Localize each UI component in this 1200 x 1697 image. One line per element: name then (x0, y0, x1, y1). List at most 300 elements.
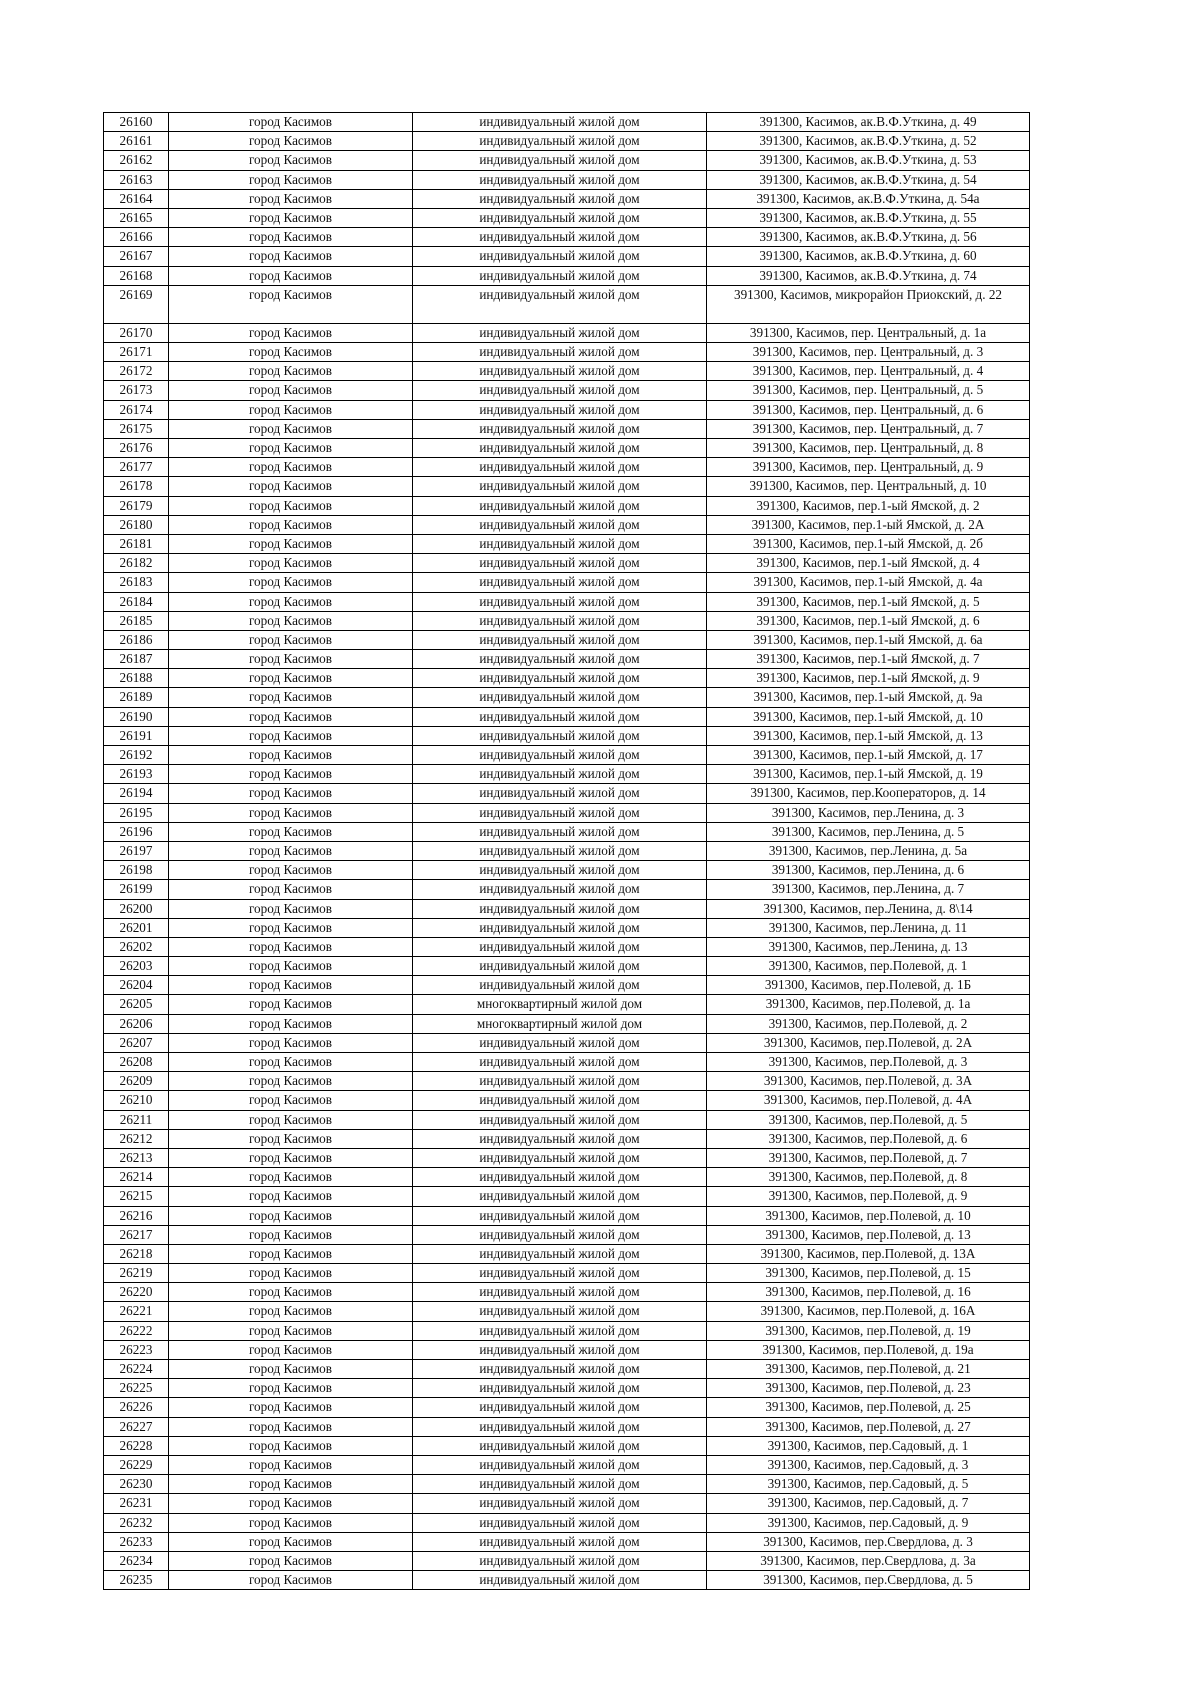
city-cell: город Касимов (169, 419, 413, 438)
building-type-cell: индивидуальный жилой дом (413, 1571, 707, 1590)
building-type-cell: индивидуальный жилой дом (413, 1455, 707, 1474)
city-cell: город Касимов (169, 1360, 413, 1379)
table-row (104, 611, 1030, 630)
city-cell: город Касимов (169, 113, 413, 132)
row-number-cell: 26190 (104, 707, 169, 726)
building-type-cell: индивидуальный жилой дом (413, 899, 707, 918)
registry-body (104, 113, 1030, 1590)
row-number-cell: 26208 (104, 1053, 169, 1072)
row-number-cell: 26172 (104, 362, 169, 381)
table-row (104, 1436, 1030, 1455)
address-cell: 391300, Касимов, пер.Полевой, д. 19 (707, 1321, 1030, 1340)
table-row (104, 1244, 1030, 1263)
table-row (104, 1571, 1030, 1590)
table-row (104, 841, 1030, 860)
building-type-cell: индивидуальный жилой дом (413, 170, 707, 189)
address-cell: 391300, Касимов, пер.1-ый Ямской, д. 5 (707, 592, 1030, 611)
address-cell: 391300, Касимов, пер.Ленина, д. 8\14 (707, 899, 1030, 918)
table-row (104, 1494, 1030, 1513)
city-cell: город Касимов (169, 1053, 413, 1072)
row-number-cell: 26202 (104, 937, 169, 956)
city-cell: город Касимов (169, 323, 413, 342)
city-cell: город Касимов (169, 1187, 413, 1206)
row-number-cell: 26166 (104, 228, 169, 247)
address-cell: 391300, Касимов, пер.1-ый Ямской, д. 19 (707, 765, 1030, 784)
city-cell: город Касимов (169, 1475, 413, 1494)
row-number-cell: 26189 (104, 688, 169, 707)
table-row (104, 208, 1030, 227)
city-cell: город Касимов (169, 343, 413, 362)
city-cell: город Касимов (169, 132, 413, 151)
building-type-cell: индивидуальный жилой дом (413, 650, 707, 669)
address-cell: 391300, Касимов, пер.Ленина, д. 6 (707, 861, 1030, 880)
city-cell: город Касимов (169, 1513, 413, 1532)
building-type-cell: индивидуальный жилой дом (413, 611, 707, 630)
building-type-cell: индивидуальный жилой дом (413, 957, 707, 976)
building-type-cell: индивидуальный жилой дом (413, 1129, 707, 1148)
city-cell: город Касимов (169, 439, 413, 458)
building-type-cell: индивидуальный жилой дом (413, 439, 707, 458)
city-cell: город Касимов (169, 918, 413, 937)
building-type-cell: индивидуальный жилой дом (413, 880, 707, 899)
row-number-cell: 26213 (104, 1148, 169, 1167)
building-type-cell: индивидуальный жилой дом (413, 1321, 707, 1340)
address-cell: 391300, Касимов, пер.Ленина, д. 3 (707, 803, 1030, 822)
address-cell: 391300, Касимов, ак.В.Ф.Уткина, д. 54 (707, 170, 1030, 189)
row-number-cell: 26171 (104, 343, 169, 362)
row-number-cell: 26186 (104, 630, 169, 649)
table-row (104, 1379, 1030, 1398)
row-number-cell: 26178 (104, 477, 169, 496)
building-type-cell: индивидуальный жилой дом (413, 841, 707, 860)
address-cell: 391300, Касимов, пер.Полевой, д. 21 (707, 1360, 1030, 1379)
address-cell: 391300, Касимов, пер.1-ый Ямской, д. 17 (707, 746, 1030, 765)
table-row (104, 1283, 1030, 1302)
building-type-cell: индивидуальный жилой дом (413, 746, 707, 765)
address-cell: 391300, Касимов, пер. Центральный, д. 1а (707, 323, 1030, 342)
building-type-cell: индивидуальный жилой дом (413, 228, 707, 247)
row-number-cell: 26216 (104, 1206, 169, 1225)
row-number-cell: 26215 (104, 1187, 169, 1206)
city-cell: город Касимов (169, 726, 413, 745)
row-number-cell: 26214 (104, 1168, 169, 1187)
city-cell: город Касимов (169, 669, 413, 688)
city-cell: город Касимов (169, 554, 413, 573)
housing-registry-table (103, 112, 1030, 1590)
row-number-cell: 26224 (104, 1360, 169, 1379)
row-number-cell: 26227 (104, 1417, 169, 1436)
table-row (104, 765, 1030, 784)
row-number-cell: 26173 (104, 381, 169, 400)
building-type-cell: индивидуальный жилой дом (413, 630, 707, 649)
city-cell: город Касимов (169, 1379, 413, 1398)
row-number-cell: 26225 (104, 1379, 169, 1398)
table-row (104, 899, 1030, 918)
table-row (104, 362, 1030, 381)
city-cell: город Касимов (169, 381, 413, 400)
building-type-cell: индивидуальный жилой дом (413, 803, 707, 822)
building-type-cell: индивидуальный жилой дом (413, 765, 707, 784)
city-cell: город Касимов (169, 1168, 413, 1187)
row-number-cell: 26220 (104, 1283, 169, 1302)
row-number-cell: 26195 (104, 803, 169, 822)
table-row (104, 1072, 1030, 1091)
row-number-cell: 26167 (104, 247, 169, 266)
row-number-cell: 26221 (104, 1302, 169, 1321)
address-cell: 391300, Касимов, пер. Центральный, д. 5 (707, 381, 1030, 400)
building-type-cell: индивидуальный жилой дом (413, 1302, 707, 1321)
city-cell: город Касимов (169, 803, 413, 822)
city-cell: город Касимов (169, 534, 413, 553)
table-row (104, 707, 1030, 726)
row-number-cell: 26170 (104, 323, 169, 342)
address-cell: 391300, Касимов, пер.Ленина, д. 5а (707, 841, 1030, 860)
row-number-cell: 26199 (104, 880, 169, 899)
city-cell: город Касимов (169, 746, 413, 765)
row-number-cell: 26169 (104, 285, 169, 323)
city-cell: город Касимов (169, 592, 413, 611)
address-cell: 391300, Касимов, пер.Полевой, д. 8 (707, 1168, 1030, 1187)
row-number-cell: 26212 (104, 1129, 169, 1148)
city-cell: город Касимов (169, 170, 413, 189)
address-cell: 391300, Касимов, пер.Полевой, д. 19а (707, 1340, 1030, 1359)
row-number-cell: 26206 (104, 1014, 169, 1033)
building-type-cell: индивидуальный жилой дом (413, 266, 707, 285)
building-type-cell: индивидуальный жилой дом (413, 573, 707, 592)
table-row (104, 1187, 1030, 1206)
address-cell: 391300, Касимов, пер. Центральный, д. 8 (707, 439, 1030, 458)
building-type-cell: индивидуальный жилой дом (413, 669, 707, 688)
city-cell: город Касимов (169, 765, 413, 784)
table-row (104, 113, 1030, 132)
row-number-cell: 26223 (104, 1340, 169, 1359)
row-number-cell: 26175 (104, 419, 169, 438)
table-row (104, 285, 1030, 323)
row-number-cell: 26183 (104, 573, 169, 592)
address-cell: 391300, Касимов, пер.1-ый Ямской, д. 2А (707, 515, 1030, 534)
address-cell: 391300, Касимов, пер.Полевой, д. 5 (707, 1110, 1030, 1129)
city-cell: город Касимов (169, 880, 413, 899)
building-type-cell: индивидуальный жилой дом (413, 554, 707, 573)
row-number-cell: 26228 (104, 1436, 169, 1455)
table-row (104, 1014, 1030, 1033)
address-cell: 391300, Касимов, пер.Полевой, д. 1а (707, 995, 1030, 1014)
row-number-cell: 26188 (104, 669, 169, 688)
table-row (104, 1091, 1030, 1110)
row-number-cell: 26187 (104, 650, 169, 669)
row-number-cell: 26191 (104, 726, 169, 745)
address-cell: 391300, Касимов, пер.Полевой, д. 1 (707, 957, 1030, 976)
address-cell: 391300, Касимов, пер.Свердлова, д. 5 (707, 1571, 1030, 1590)
table-row (104, 477, 1030, 496)
building-type-cell: индивидуальный жилой дом (413, 285, 707, 323)
address-cell: 391300, Касимов, микрорайон Приокский, д. 22 (707, 285, 1030, 323)
table-row (104, 496, 1030, 515)
address-cell: 391300, Касимов, пер.1-ый Ямской, д. 2 (707, 496, 1030, 515)
city-cell: город Касимов (169, 1532, 413, 1551)
building-type-cell: индивидуальный жилой дом (413, 1033, 707, 1052)
row-number-cell: 26185 (104, 611, 169, 630)
building-type-cell: индивидуальный жилой дом (413, 688, 707, 707)
city-cell: город Касимов (169, 266, 413, 285)
address-cell: 391300, Касимов, пер.Полевой, д. 9 (707, 1187, 1030, 1206)
address-cell: 391300, Касимов, пер. Центральный, д. 4 (707, 362, 1030, 381)
row-number-cell: 26168 (104, 266, 169, 285)
table-row (104, 1206, 1030, 1225)
address-cell: 391300, Касимов, пер.Ленина, д. 13 (707, 937, 1030, 956)
address-cell: 391300, Касимов, пер.Полевой, д. 16А (707, 1302, 1030, 1321)
address-cell: 391300, Касимов, пер.1-ый Ямской, д. 9а (707, 688, 1030, 707)
building-type-cell: индивидуальный жилой дом (413, 1264, 707, 1283)
table-row (104, 132, 1030, 151)
table-row (104, 439, 1030, 458)
row-number-cell: 26234 (104, 1551, 169, 1570)
row-number-cell: 26184 (104, 592, 169, 611)
table-row (104, 1321, 1030, 1340)
city-cell: город Касимов (169, 1072, 413, 1091)
address-cell: 391300, Касимов, пер.Полевой, д. 1Б (707, 976, 1030, 995)
building-type-cell: индивидуальный жилой дом (413, 1187, 707, 1206)
table-row (104, 1302, 1030, 1321)
table-row (104, 1148, 1030, 1167)
address-cell: 391300, Касимов, пер.Полевой, д. 16 (707, 1283, 1030, 1302)
building-type-cell: индивидуальный жилой дом (413, 1206, 707, 1225)
row-number-cell: 26231 (104, 1494, 169, 1513)
city-cell: город Касимов (169, 151, 413, 170)
address-cell: 391300, Касимов, пер.1-ый Ямской, д. 6 (707, 611, 1030, 630)
row-number-cell: 26198 (104, 861, 169, 880)
table-row (104, 1264, 1030, 1283)
building-type-cell: индивидуальный жилой дом (413, 400, 707, 419)
table-row (104, 573, 1030, 592)
row-number-cell: 26177 (104, 458, 169, 477)
building-type-cell: индивидуальный жилой дом (413, 1494, 707, 1513)
address-cell: 391300, Касимов, пер.1-ый Ямской, д. 6а (707, 630, 1030, 649)
building-type-cell: индивидуальный жилой дом (413, 1532, 707, 1551)
address-cell: 391300, Касимов, пер.Ленина, д. 5 (707, 822, 1030, 841)
row-number-cell: 26160 (104, 113, 169, 132)
row-number-cell: 26219 (104, 1264, 169, 1283)
address-cell: 391300, Касимов, пер.Полевой, д. 2А (707, 1033, 1030, 1052)
city-cell: город Касимов (169, 1321, 413, 1340)
row-number-cell: 26182 (104, 554, 169, 573)
address-cell: 391300, Касимов, пер.Ленина, д. 7 (707, 880, 1030, 899)
building-type-cell: индивидуальный жилой дом (413, 113, 707, 132)
city-cell: город Касимов (169, 1283, 413, 1302)
table-row (104, 669, 1030, 688)
table-row (104, 228, 1030, 247)
city-cell: город Касимов (169, 841, 413, 860)
table-row (104, 918, 1030, 937)
city-cell: город Касимов (169, 515, 413, 534)
city-cell: город Касимов (169, 1436, 413, 1455)
address-cell: 391300, Касимов, пер. Центральный, д. 7 (707, 419, 1030, 438)
table-row (104, 1129, 1030, 1148)
building-type-cell: индивидуальный жилой дом (413, 477, 707, 496)
city-cell: город Касимов (169, 1033, 413, 1052)
building-type-cell: индивидуальный жилой дом (413, 726, 707, 745)
table-row (104, 323, 1030, 342)
row-number-cell: 26194 (104, 784, 169, 803)
row-number-cell: 26181 (104, 534, 169, 553)
address-cell: 391300, Касимов, пер.Полевой, д. 10 (707, 1206, 1030, 1225)
building-type-cell: индивидуальный жилой дом (413, 1340, 707, 1359)
table-row (104, 1168, 1030, 1187)
row-number-cell: 26164 (104, 189, 169, 208)
row-number-cell: 26193 (104, 765, 169, 784)
city-cell: город Касимов (169, 688, 413, 707)
address-cell: 391300, Касимов, пер.Садовый, д. 3 (707, 1455, 1030, 1474)
city-cell: город Касимов (169, 1494, 413, 1513)
address-cell: 391300, Касимов, пер.Ленина, д. 11 (707, 918, 1030, 937)
row-number-cell: 26192 (104, 746, 169, 765)
table-row (104, 746, 1030, 765)
building-type-cell: индивидуальный жилой дом (413, 937, 707, 956)
address-cell: 391300, Касимов, пер.Садовый, д. 1 (707, 1436, 1030, 1455)
row-number-cell: 26180 (104, 515, 169, 534)
city-cell: город Касимов (169, 1340, 413, 1359)
building-type-cell: многоквартирный жилой дом (413, 1014, 707, 1033)
building-type-cell: индивидуальный жилой дом (413, 822, 707, 841)
table-row (104, 726, 1030, 745)
table-row (104, 957, 1030, 976)
building-type-cell: индивидуальный жилой дом (413, 1244, 707, 1263)
table-row (104, 247, 1030, 266)
building-type-cell: индивидуальный жилой дом (413, 592, 707, 611)
building-type-cell: индивидуальный жилой дом (413, 1475, 707, 1494)
table-row (104, 534, 1030, 553)
building-type-cell: индивидуальный жилой дом (413, 362, 707, 381)
address-cell: 391300, Касимов, пер.Полевой, д. 6 (707, 1129, 1030, 1148)
building-type-cell: индивидуальный жилой дом (413, 1148, 707, 1167)
row-number-cell: 26196 (104, 822, 169, 841)
city-cell: город Касимов (169, 957, 413, 976)
table-row (104, 419, 1030, 438)
table-row (104, 650, 1030, 669)
table-row (104, 343, 1030, 362)
city-cell: город Касимов (169, 1148, 413, 1167)
row-number-cell: 26235 (104, 1571, 169, 1590)
row-number-cell: 26209 (104, 1072, 169, 1091)
table-row (104, 822, 1030, 841)
row-number-cell: 26230 (104, 1475, 169, 1494)
city-cell: город Касимов (169, 477, 413, 496)
city-cell: город Касимов (169, 1091, 413, 1110)
row-number-cell: 26176 (104, 439, 169, 458)
table-row (104, 189, 1030, 208)
row-number-cell: 26204 (104, 976, 169, 995)
building-type-cell: индивидуальный жилой дом (413, 419, 707, 438)
building-type-cell: индивидуальный жилой дом (413, 208, 707, 227)
building-type-cell: индивидуальный жилой дом (413, 976, 707, 995)
building-type-cell: индивидуальный жилой дом (413, 1225, 707, 1244)
row-number-cell: 26179 (104, 496, 169, 515)
city-cell: город Касимов (169, 1110, 413, 1129)
row-number-cell: 26163 (104, 170, 169, 189)
row-number-cell: 26232 (104, 1513, 169, 1532)
table-row (104, 976, 1030, 995)
address-cell: 391300, Касимов, пер.Полевой, д. 2 (707, 1014, 1030, 1033)
city-cell: город Касимов (169, 1551, 413, 1570)
row-number-cell: 26197 (104, 841, 169, 860)
city-cell: город Касимов (169, 228, 413, 247)
building-type-cell: многоквартирный жилой дом (413, 995, 707, 1014)
city-cell: город Касимов (169, 630, 413, 649)
row-number-cell: 26174 (104, 400, 169, 419)
row-number-cell: 26217 (104, 1225, 169, 1244)
address-cell: 391300, Касимов, ак.В.Ф.Уткина, д. 49 (707, 113, 1030, 132)
city-cell: город Касимов (169, 1244, 413, 1263)
city-cell: город Касимов (169, 995, 413, 1014)
table-row (104, 381, 1030, 400)
table-row (104, 266, 1030, 285)
address-cell: 391300, Касимов, пер.1-ый Ямской, д. 4а (707, 573, 1030, 592)
city-cell: город Касимов (169, 1302, 413, 1321)
city-cell: город Касимов (169, 1206, 413, 1225)
city-cell: город Касимов (169, 861, 413, 880)
table-row (104, 1475, 1030, 1494)
row-number-cell: 26226 (104, 1398, 169, 1417)
building-type-cell: индивидуальный жилой дом (413, 1379, 707, 1398)
city-cell: город Касимов (169, 1455, 413, 1474)
city-cell: город Касимов (169, 1417, 413, 1436)
building-type-cell: индивидуальный жилой дом (413, 1053, 707, 1072)
table-row (104, 1110, 1030, 1129)
row-number-cell: 26161 (104, 132, 169, 151)
address-cell: 391300, Касимов, пер.Свердлова, д. 3 (707, 1532, 1030, 1551)
building-type-cell: индивидуальный жилой дом (413, 381, 707, 400)
city-cell: город Касимов (169, 650, 413, 669)
building-type-cell: индивидуальный жилой дом (413, 151, 707, 170)
table-row (104, 1532, 1030, 1551)
row-number-cell: 26165 (104, 208, 169, 227)
city-cell: город Касимов (169, 611, 413, 630)
city-cell: город Касимов (169, 247, 413, 266)
city-cell: город Касимов (169, 400, 413, 419)
address-cell: 391300, Касимов, пер. Центральный, д. 10 (707, 477, 1030, 496)
building-type-cell: индивидуальный жилой дом (413, 861, 707, 880)
building-type-cell: индивидуальный жилой дом (413, 1072, 707, 1091)
table-row (104, 1398, 1030, 1417)
building-type-cell: индивидуальный жилой дом (413, 1168, 707, 1187)
table-row (104, 995, 1030, 1014)
address-cell: 391300, Касимов, пер.Полевой, д. 13 (707, 1225, 1030, 1244)
row-number-cell: 26218 (104, 1244, 169, 1263)
city-cell: город Касимов (169, 285, 413, 323)
city-cell: город Касимов (169, 899, 413, 918)
building-type-cell: индивидуальный жилой дом (413, 1091, 707, 1110)
address-cell: 391300, Касимов, пер.Полевой, д. 23 (707, 1379, 1030, 1398)
row-number-cell: 26210 (104, 1091, 169, 1110)
table-row (104, 592, 1030, 611)
address-cell: 391300, Касимов, пер.1-ый Ямской, д. 10 (707, 707, 1030, 726)
city-cell: город Касимов (169, 976, 413, 995)
address-cell: 391300, Касимов, ак.В.Ф.Уткина, д. 54а (707, 189, 1030, 208)
row-number-cell: 26162 (104, 151, 169, 170)
table-row (104, 630, 1030, 649)
city-cell: город Касимов (169, 208, 413, 227)
table-row (104, 400, 1030, 419)
city-cell: город Касимов (169, 1571, 413, 1590)
row-number-cell: 26211 (104, 1110, 169, 1129)
city-cell: город Касимов (169, 1225, 413, 1244)
city-cell: город Касимов (169, 707, 413, 726)
building-type-cell: индивидуальный жилой дом (413, 496, 707, 515)
building-type-cell: индивидуальный жилой дом (413, 323, 707, 342)
address-cell: 391300, Касимов, пер.1-ый Ямской, д. 7 (707, 650, 1030, 669)
address-cell: 391300, Касимов, пер.1-ый Ямской, д. 2б (707, 534, 1030, 553)
building-type-cell: индивидуальный жилой дом (413, 132, 707, 151)
